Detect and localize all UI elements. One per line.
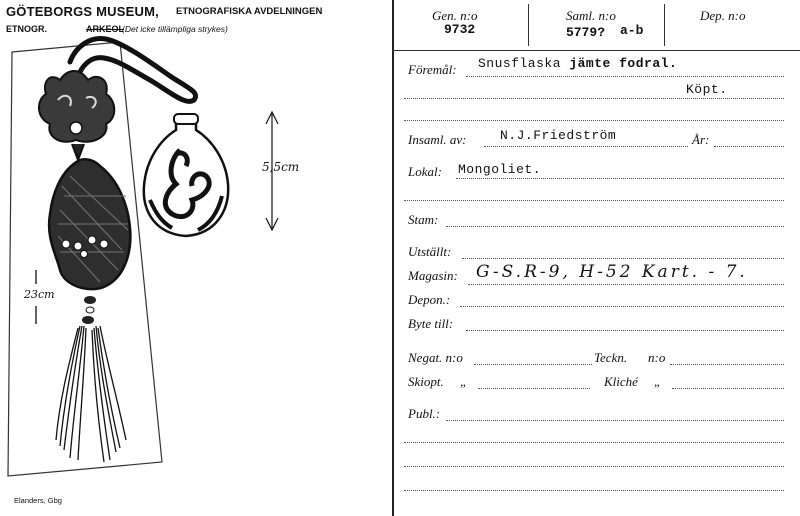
teckn-label: Teckn. <box>594 350 628 365</box>
teckn-no-label: n:o <box>648 350 666 365</box>
foremal-value: Snusflaska jämte fodral. <box>478 56 678 71</box>
measure-case: 23cm <box>24 288 55 301</box>
stam-label: Stam: <box>408 212 439 227</box>
kliche-label: Kliché <box>604 374 638 389</box>
negat-label: Negat. n:o <box>408 350 463 365</box>
gen-no-value: 9732 <box>444 22 476 37</box>
collector-value: N.J.Friedström <box>500 128 617 143</box>
saml-no-suffix: a-b <box>620 23 644 38</box>
publ-label: Publ.: <box>408 406 441 421</box>
printer-imprint: Elanders, Gbg <box>14 496 62 505</box>
skiopt-label: Skiopt. <box>408 374 444 389</box>
bottle-stopper <box>174 114 198 124</box>
tassel-left <box>56 326 86 460</box>
bead <box>84 296 96 304</box>
insaml-label: Insaml. av: <box>408 132 467 147</box>
museum-name: GÖTEBORGS MUSEUM, <box>6 4 159 19</box>
snuff-bottle <box>144 122 228 236</box>
dep-no-label: Dep. n:o <box>700 8 746 23</box>
storage-location: G-S.R-9, H-52 Kart. - 7. <box>476 262 748 282</box>
header-divider <box>528 4 529 46</box>
tassel-right <box>92 326 126 462</box>
header-divider <box>664 4 665 46</box>
locality-value: Mongoliet. <box>458 162 542 177</box>
arkeol-label: ARKEOL <box>86 24 124 34</box>
kliche-ditto: „ <box>654 374 662 389</box>
foremal-label: Föremål: <box>408 62 457 77</box>
ar-label: År: <box>692 132 710 147</box>
depon-label: Depon.: <box>408 292 451 307</box>
lokal-label: Lokal: <box>408 164 442 179</box>
saml-no-label: Saml. n:o <box>566 8 616 23</box>
department-name: ETNOGRAFISKA AVDELNINGEN <box>176 6 323 17</box>
object-sketch <box>0 0 392 516</box>
byte-label: Byte till: <box>408 316 454 331</box>
header-rule <box>392 50 800 51</box>
magasin-label: Magasin: <box>408 268 458 283</box>
etnogr-label: ETNOGR. <box>6 24 48 34</box>
utstallt-label: Utställt: <box>408 244 452 259</box>
skiopt-ditto: „ <box>460 374 468 389</box>
acquisition-note: Köpt. <box>686 82 728 97</box>
saml-no-value: 5779? <box>566 25 606 40</box>
gen-no-label: Gen. n:o <box>432 8 478 23</box>
measure-snuff-bottle: 5,5cm <box>262 160 300 174</box>
strike-note: (Det icke tillämpliga strykes) <box>122 24 228 34</box>
ornament-bead <box>70 122 82 134</box>
